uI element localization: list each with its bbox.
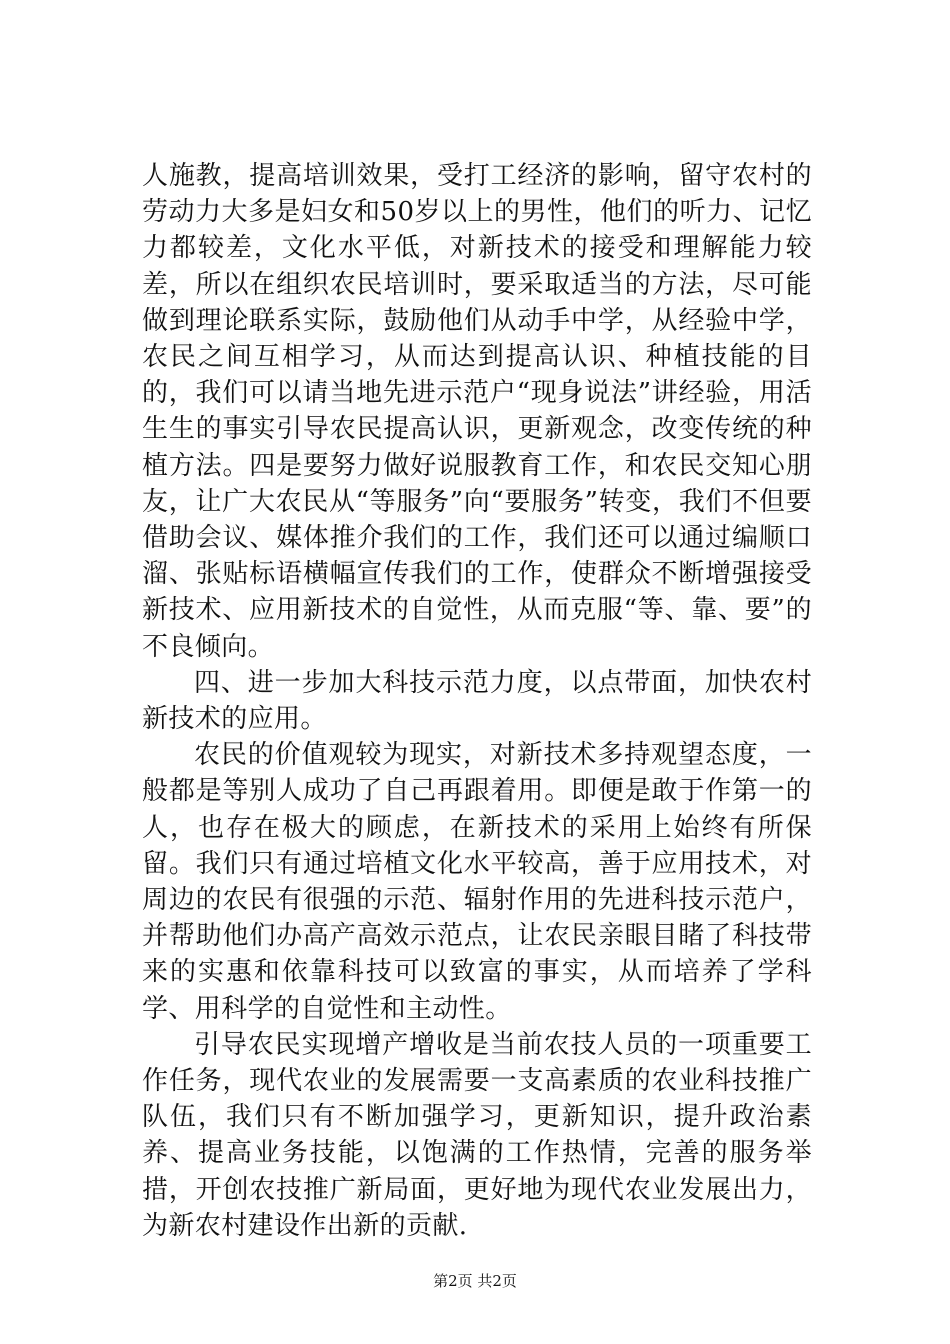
paragraph-continued-training: 人施教，提高培训效果，受打工经济的影响，留守农村的劳动力大多是妇女和50岁以上的男性，他们的听力、记忆力都较差，文化水平低，对新技术的接受和理解能力较差，所以在组织农民培训时，要采取适当的方法，尽可能做到理论联系实际，鼓励他们从动手中学，从经验中学，农民之间互相学习，从而达到提高认识、种植技能的目的，我们可以请当地先进示范户“现身说法”讲经验，用活生生的事实引导农民提高认识，更新观念，改变传统的种植方法。四是要努力做好说服教育工作，和农民交知心朋友，让广大农民从“等服务”向“要服务”转变，我们不但要借助会议、媒体推介我们的工作，我们还可以通过编顺口溜、张贴标语横幅宣传我们的工作，使群众不断增强接受新技术、应用新技术的自觉性，从而克服“等、靠、要”的不良倾向。 [142,161,812,662]
paragraph-demonstration: 农民的价值观较为现实，对新技术多持观望态度，一般都是等别人成功了自己再跟着用。即便是敢于作第一的人，也存在极大的顾虑，在新技术的采用上始终有所保留。我们只有通过培植文化水平较高，善于应用技术，对周边的农民有很强的示范、辐射作用的先进科技示范户，并帮助他们办高产高效示范点，让农民亲眼目睹了科技带来的实惠和依靠科技可以致富的事实，从而培养了学科学、用科学的自觉性和主动性。 [142,740,812,1024]
heading-section-four: 四、进一步加大科技示范力度，以点带面，加快农村新技术的应用。 [142,667,812,735]
paragraph-conclusion: 引导农民实现增产增收是当前农技人员的一项重要工作任务，现代农业的发展需要一支高素质的农业科技推广队伍，我们只有不断加强学习，更新知识，提升政治素养、提高业务技能，以饱满的工作热情，完善的服务举措，开创农技推广新局面，更好地为现代农业发展出力，为新农村建设作出新的贡献. [142,1029,812,1241]
page-number-footer: 第2页 共2页 [433,1272,517,1290]
document-body [142,158,812,1244]
